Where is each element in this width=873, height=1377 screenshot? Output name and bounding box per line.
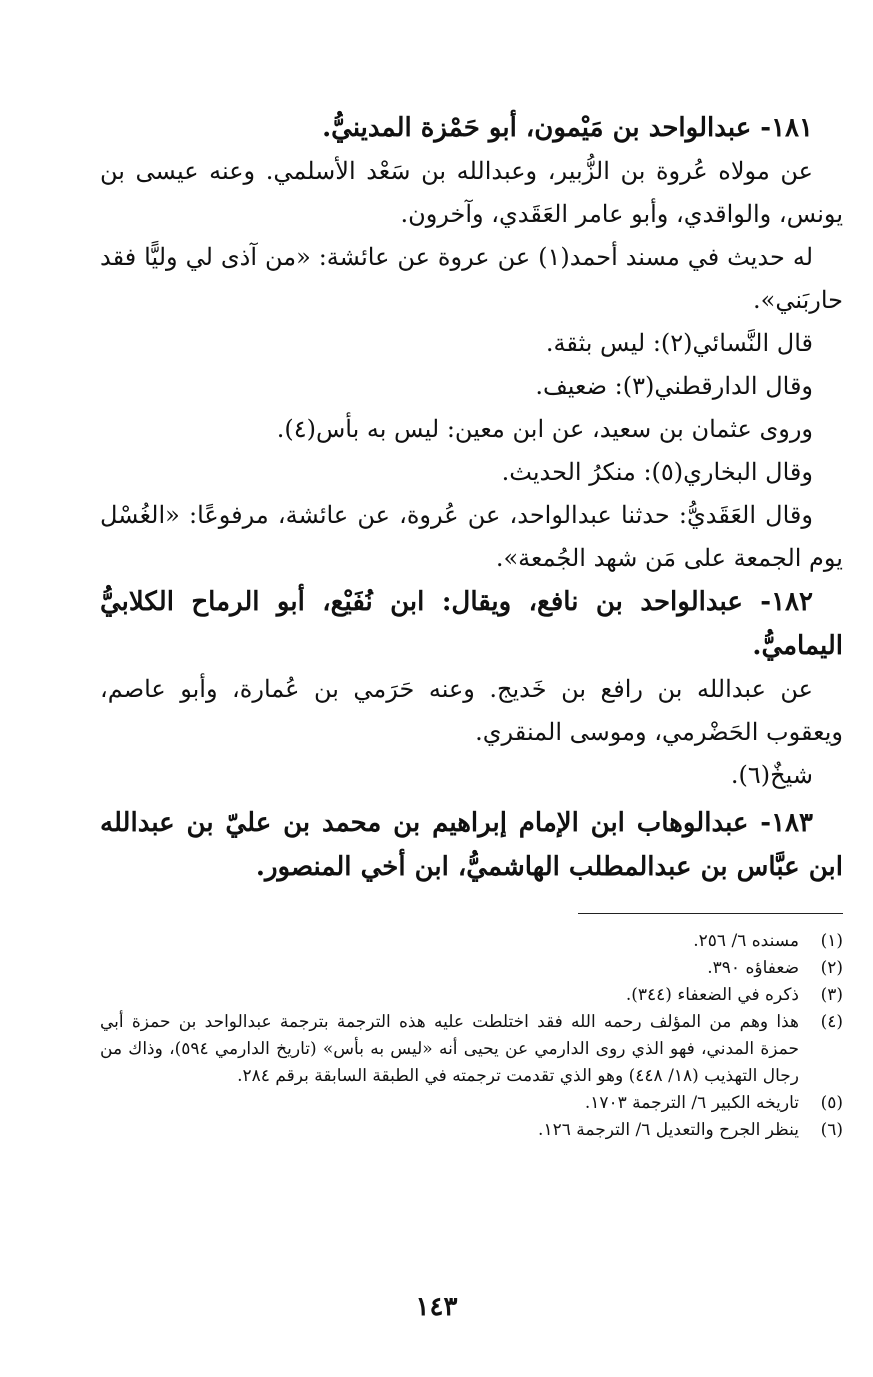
footnote-number: (٢) xyxy=(820,958,843,978)
entry-181-paragraph: وقال العَقَديُّ: حدثنا عبدالواحد، عن عُروة، عن عائشة، مرفوعًا: «الغُسْل يوم الجمعة على مَن شهد الجُمعة». xyxy=(100,501,843,572)
entry-183-heading: ١٨٣- عبدالوهاب ابن الإمام إبراهيم بن محمد بن عليّ بن عبدالله ابن عبَّاس بن عبدالمطلب الهاشميُّ، ابن أخي المنصور. xyxy=(100,808,843,882)
footnote-number: (٦) xyxy=(820,1120,843,1140)
footnote-text: ينظر الجرح والتعديل ٦/ الترجمة ١٢٦. xyxy=(538,1120,799,1140)
footnote-text: مسنده ٦/ ٢٥٦. xyxy=(693,931,799,951)
footnote-divider xyxy=(578,913,843,914)
entry-181-paragraph: قال النَّسائي(٢): ليس بثقة. xyxy=(545,329,813,357)
entry-182-heading: ١٨٢- عبدالواحد بن نافع، ويقال: ابن نُفَيْع، أبو الرماح الكلابيُّ اليماميُّ. xyxy=(100,587,843,661)
main-text xyxy=(100,106,843,889)
entry-181-paragraph: وقال الدارقطني(٣): ضعيف. xyxy=(535,372,813,400)
entry-181-paragraph: عن مولاه عُروة بن الزُّبير، وعبدالله بن سَعْد الأسلمي. وعنه عيسى بن يونس، والواقدي، وأبو عامر العَقَدي، وآخرون. xyxy=(100,157,843,228)
entry-182-paragraph: عن عبدالله بن رافع بن خَديج. وعنه حَرَمي بن عُمارة، وأبو عاصم، ويعقوب الحَضْرمي، وموسى المنقري. xyxy=(100,675,843,746)
footnote-text: هذا وهم من المؤلف رحمه الله فقد اختلطت عليه هذه الترجمة بترجمة عبدالواحد بن حمزة أبي حمزة المدني، فهو الذي روى الدارمي عن يحيى أنه «ليس به بأس» (تاريخ الدارمي ٥٩٤)، وذاك من رجال التهذيب (١٨/ ٤٤٨) وهو الذي تقدمت ترجمته في الطبقة السابقة برقم ٢٨٤. xyxy=(100,1012,799,1086)
footnote xyxy=(100,928,843,955)
entry-181-paragraph: له حديث في مسند أحمد(١) عن عروة عن عائشة: «من آذى لي وليًّا فقد حاربَني». xyxy=(100,243,843,314)
footnotes xyxy=(100,928,843,1144)
footnote xyxy=(100,955,843,982)
entry-181-paragraph: وروى عثمان بن سعيد، عن ابن معين: ليس به بأس(٤). xyxy=(276,415,813,443)
footnote xyxy=(100,1009,843,1090)
footnote-text: تاريخه الكبير ٦/ الترجمة ١٧٠٣. xyxy=(584,1093,799,1113)
entry-181-heading: ١٨١- عبدالواحد بن مَيْمون، أبو حَمْزة المدينيُّ. xyxy=(322,113,813,143)
footnote-number: (٥) xyxy=(820,1093,843,1113)
footnote-text: ذكره في الضعفاء (٣٤٤). xyxy=(625,985,799,1005)
entry-182-paragraph: شيخٌ(٦). xyxy=(730,761,813,789)
footnote xyxy=(100,982,843,1009)
entry-181-paragraph: وقال البخاري(٥): منكرُ الحديث. xyxy=(501,458,813,486)
footnote xyxy=(100,1117,843,1144)
footnote-number: (١) xyxy=(820,931,843,951)
footnote-text: ضعفاؤه ٣٩٠. xyxy=(707,958,799,978)
footnote-number: (٣) xyxy=(820,985,843,1005)
footnote xyxy=(100,1090,843,1117)
page-number: ١٤٣ xyxy=(415,1292,458,1322)
footnote-number: (٤) xyxy=(820,1012,843,1032)
